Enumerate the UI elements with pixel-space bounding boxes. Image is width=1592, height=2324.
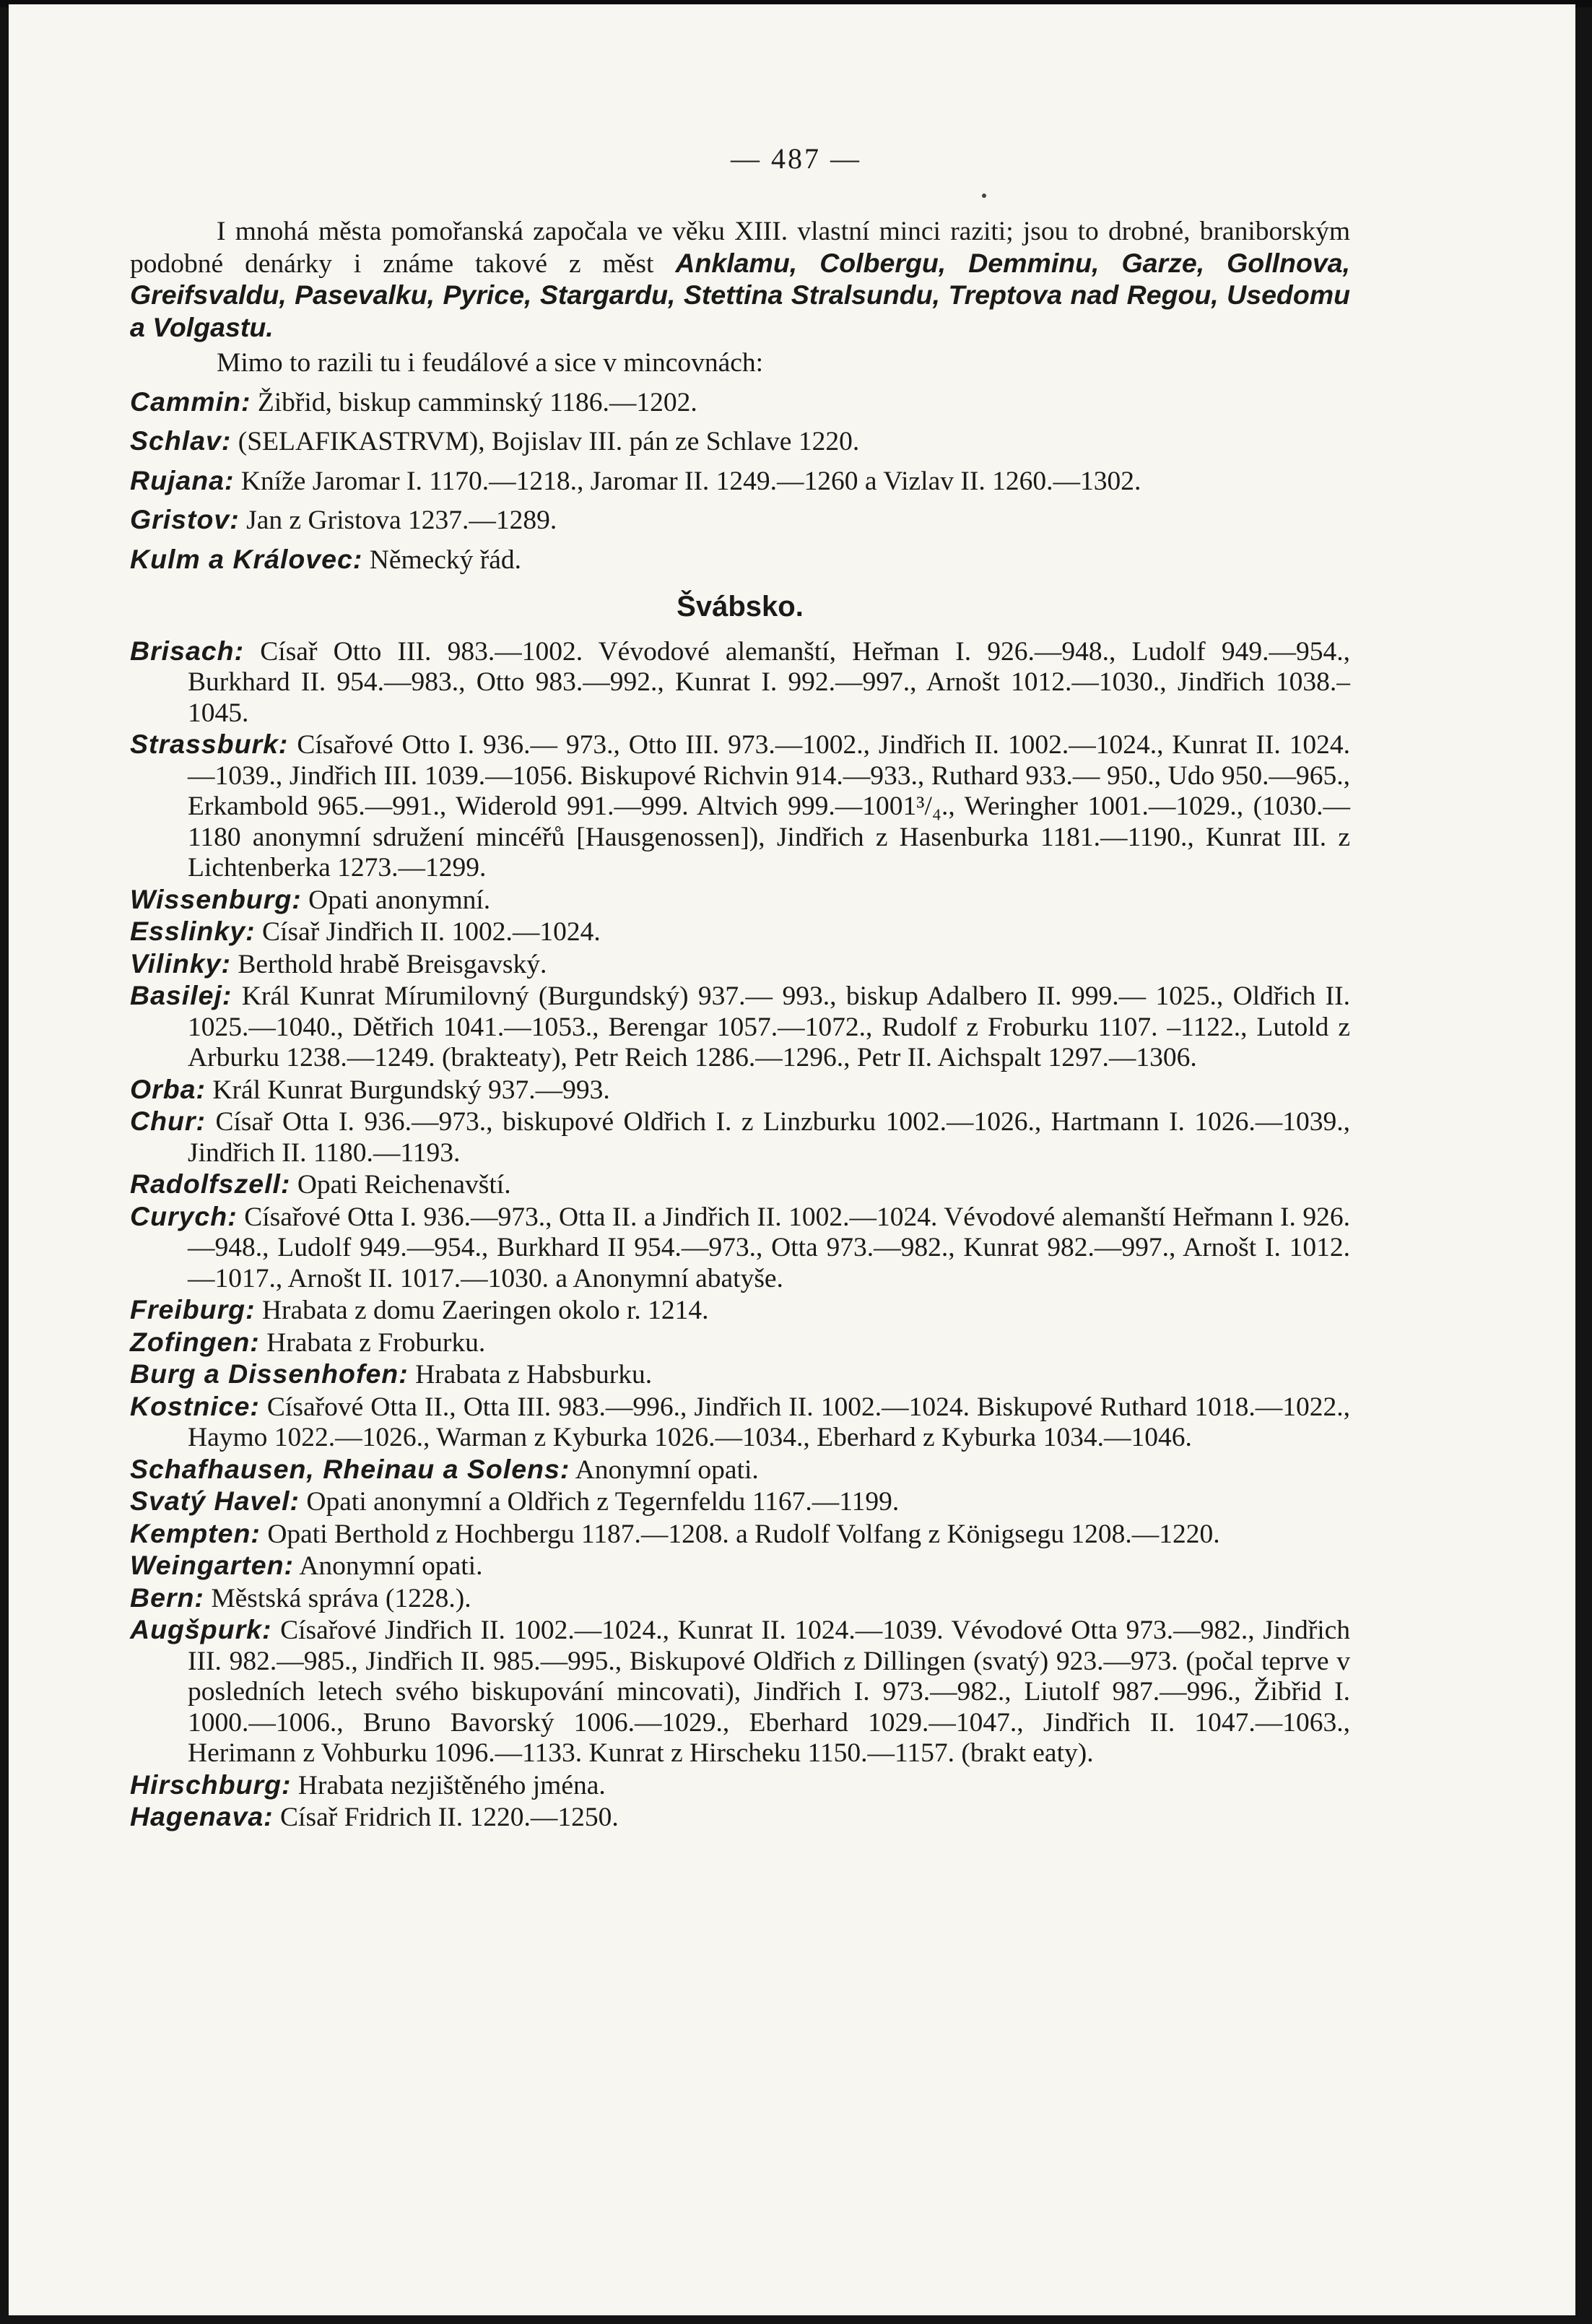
entry-text: Anonymní opati. xyxy=(575,1454,759,1485)
entry-place: Cammin: xyxy=(130,386,251,417)
entry xyxy=(130,1614,1350,1769)
entry xyxy=(130,1106,1350,1168)
entry-text: Císařové Jindřich II. 1002.—1024., Kunrat II. 1024.—1039. Vévodové Otta 973.—982., Jindřich III. 982.—985., Jindřich II. 985.—995., Biskupové Oldřich z Dillingen (svatý) 923.—973. (počal teprve v posledních letech svého biskupování mincovati), Jindřich I. 973.—982., Liutolf 987.—996., Žibřid I. 1000.—1006., Bruno Bavorský 1006.—1029., Eberhard 1029.—1047., Jindřich II. 1047.—1063., Herimann z Vohburku 1096.—1133. Kunrat z Hirscheku 1150.—1157. (brakt eaty). xyxy=(188,1616,1351,1768)
entry-place: Curych: xyxy=(130,1200,238,1231)
entry-place: Orba: xyxy=(130,1073,206,1104)
entry-place: Weingarten: xyxy=(130,1550,294,1580)
entry-text: Císařové Otta I. 936.—973., Otta II. a Jindřich II. 1002.—1024. Vévodové alemanští Heřmann I. 926.—948., Ludolf 949.—954., Burkhard II 954.—973., Otta 973.—982., Kunrat 982.—997., Arnošt I. 1012.—1017., Arnošt II. 1017.—1030. a Anonymní abatyše. xyxy=(188,1202,1351,1293)
entry-text: (SELAFIKASTRVM), Bojislav III. pán ze Schlave 1220. xyxy=(238,427,860,456)
entry-text: Anonymní opati. xyxy=(299,1551,483,1581)
entry-place: Wissenburg: xyxy=(130,883,302,914)
entry xyxy=(130,884,1350,916)
entry xyxy=(130,386,1350,419)
pomerania-entries xyxy=(130,386,1350,576)
entry-place: Chur: xyxy=(130,1106,206,1136)
entry-text: Opati Berthold z Hochbergu 1187.—1208. a Rudolf Volfang z Königsegu 1208.—1220. xyxy=(267,1519,1220,1549)
entry-place: Basilej: xyxy=(130,980,232,1010)
entry xyxy=(130,1358,1350,1391)
entry-text: Císař Jindřich II. 1002.—1024. xyxy=(262,917,601,947)
entry-place: Freiburg: xyxy=(130,1294,256,1324)
entry xyxy=(130,1486,1350,1518)
entry-text: Hrabata z Habsburku. xyxy=(415,1360,653,1389)
entry-text: Král Kunrat Mírumilovný (Burgundský) 937.— 993., biskup Adalbero II. 999.— 1025., Oldřich II. 1025.—1040., Dětřich 1041.—1053., Berengar 1057.—1072., Rudolf z Froburku 1107. –1122., Lutold z Arburku 1238.—1249. (brakteaty), Petr Reich 1286.—1296., Petr II. Aichspalt 1297.—1306. xyxy=(188,981,1350,1072)
entry xyxy=(130,1168,1350,1201)
page-number: — 487 — xyxy=(731,142,861,175)
entry-place: Kostnice: xyxy=(130,1390,260,1421)
entry-place: Hirschburg: xyxy=(130,1769,292,1800)
entry xyxy=(130,1801,1350,1834)
entry-text: Městská správa (1228.). xyxy=(211,1583,471,1613)
entry-place: Rujana: xyxy=(130,464,235,495)
entry xyxy=(130,1074,1350,1106)
entry xyxy=(130,1454,1350,1486)
entry-place: Bern: xyxy=(130,1582,204,1613)
entry-place: Vilinky: xyxy=(130,948,231,979)
entry-place: Zofingen: xyxy=(130,1326,260,1357)
entry xyxy=(130,636,1350,729)
entry-place: Brisach: xyxy=(130,635,245,666)
entry xyxy=(130,504,1350,537)
entry-place: Strassburk: xyxy=(130,729,289,759)
entry-text: Opati anonymní. xyxy=(308,885,491,915)
entry-place: Augšpurk: xyxy=(130,1614,272,1644)
entry-text: Kníže Jaromar I. 1170.—1218., Jaromar II. 1249.—1260 a Vizlav II. 1260.—1302. xyxy=(240,466,1141,496)
entry-place: Schafhausen, Rheinau a Solens: xyxy=(130,1453,570,1484)
entry-place: Kulm a Královec: xyxy=(130,543,363,574)
entry xyxy=(130,948,1350,981)
entry-text: Berthold hrabě Breisgavský. xyxy=(238,949,547,979)
entry xyxy=(130,1391,1350,1454)
entry xyxy=(130,1582,1350,1615)
entry-text: Jan z Gristova 1237.—1289. xyxy=(246,506,557,535)
entry-text: Opati Reichenavští. xyxy=(297,1170,511,1200)
entry-place: Gristov: xyxy=(130,504,240,534)
entry-text: Císař Otta I. 936.—973., biskupové Oldřich I. z Linzburku 1002.—1026., Hartmann I. 1026.—1039., Jindřich II. 1180.—1193. xyxy=(188,1107,1351,1168)
entry-text: Císařové Otta II., Otta III. 983.—996., Jindřich II. 1002.—1024. Biskupové Ruthard 1018.—1022., Haymo 1022.—1026., Warman z Kyburka 1026.—1034., Eberhard z Kyburka 1034.—1046. xyxy=(188,1392,1350,1452)
entry-place: Schlav: xyxy=(130,425,232,456)
entry-text: Císař Otto III. 983.—1002. Vévodové alemanští, Heřman I. 926.—948., Ludolf 949.—954., Burkhard II. 954.—983., Otto 983.—992., Kunrat I. 992.—997., Arnošt 1012.—1030., Jindřich 1038.– 1045. xyxy=(188,636,1351,728)
entry-text: Německý řád. xyxy=(369,545,522,575)
entry xyxy=(130,544,1350,576)
intro-text: I mnohá města pomořanská započala ve věku XIII. vlastní minci raziti; jsou to drobné, braniborským podobné denárky i známe takové z měst xyxy=(130,217,1350,279)
section-title: Švábsko. xyxy=(677,591,804,623)
entry-text: Král Kunrat Burgundský 937.—993. xyxy=(212,1075,610,1105)
entry xyxy=(130,1518,1350,1551)
entry-place: Esslinky: xyxy=(130,916,256,946)
swabia-entries xyxy=(130,636,1350,1834)
entry-place: Burg a Dissenhofen: xyxy=(130,1358,409,1389)
entry xyxy=(130,1550,1350,1582)
entry xyxy=(130,1327,1350,1359)
page-content xyxy=(130,217,1350,1834)
entry-place: Hagenava: xyxy=(130,1801,274,1831)
entry xyxy=(130,916,1350,948)
entry xyxy=(130,425,1350,458)
entry xyxy=(130,465,1350,498)
entry xyxy=(130,1294,1350,1327)
intro-paragraph xyxy=(130,217,1350,344)
entry-text: Hrabata nezjištěného jména. xyxy=(297,1770,606,1800)
entry-text: Hrabata z Froburku. xyxy=(266,1327,486,1358)
entry-place: Kempten: xyxy=(130,1517,261,1548)
entry-place: Svatý Havel: xyxy=(130,1486,300,1516)
entry xyxy=(130,980,1350,1074)
entry xyxy=(130,1769,1350,1802)
entry-text: Žibřid, biskup camminský 1186.—1202. xyxy=(257,387,697,417)
entry-text: Císařové Otto I. 936.— 973., Otto III. 973.—1002., Jindřich II. 1002.—1024., Kunrat II. 1024.—1039., Jindřich III. 1039.—1056. Biskupové Richvin 914.—933., Ruthard 933.— 950., Udo 950.—965., Erkambold 965.—991., Widerold 991.—999. Altvich 999.—1001³/₄., Weringher 1001.—1029., (1030.—1180 anonymní sdružení mincéřů [Hausgenossen]), Jindřich z Hasenburka 1181.—1190., Kunrat III. z Lichtenberka 1273.—1299. xyxy=(188,730,1350,883)
entry-text: Opati anonymní a Oldřich z Tegernfeldu 1167.—1199. xyxy=(306,1487,900,1517)
entry xyxy=(130,1201,1350,1295)
speck xyxy=(982,194,986,198)
entry-place: Radolfszell: xyxy=(130,1168,291,1199)
intro-towns: Anklamu, Colbergu, Demminu, Garze, Gollnova, Greifsvaldu, Pasevalku, Pyrice, Stargardu, Stettina Stralsundu, Treptova nad Regou, Usedomu a Volgastu. xyxy=(130,247,1350,342)
entry xyxy=(130,729,1350,884)
mimo-paragraph: Mimo to razili tu i feudálové a sice v mincovnách: xyxy=(217,348,764,378)
entry-text: Hrabata z domu Zaeringen okolo r. 1214. xyxy=(261,1296,709,1325)
entry-text: Císař Fridrich II. 1220.—1250. xyxy=(280,1803,619,1832)
